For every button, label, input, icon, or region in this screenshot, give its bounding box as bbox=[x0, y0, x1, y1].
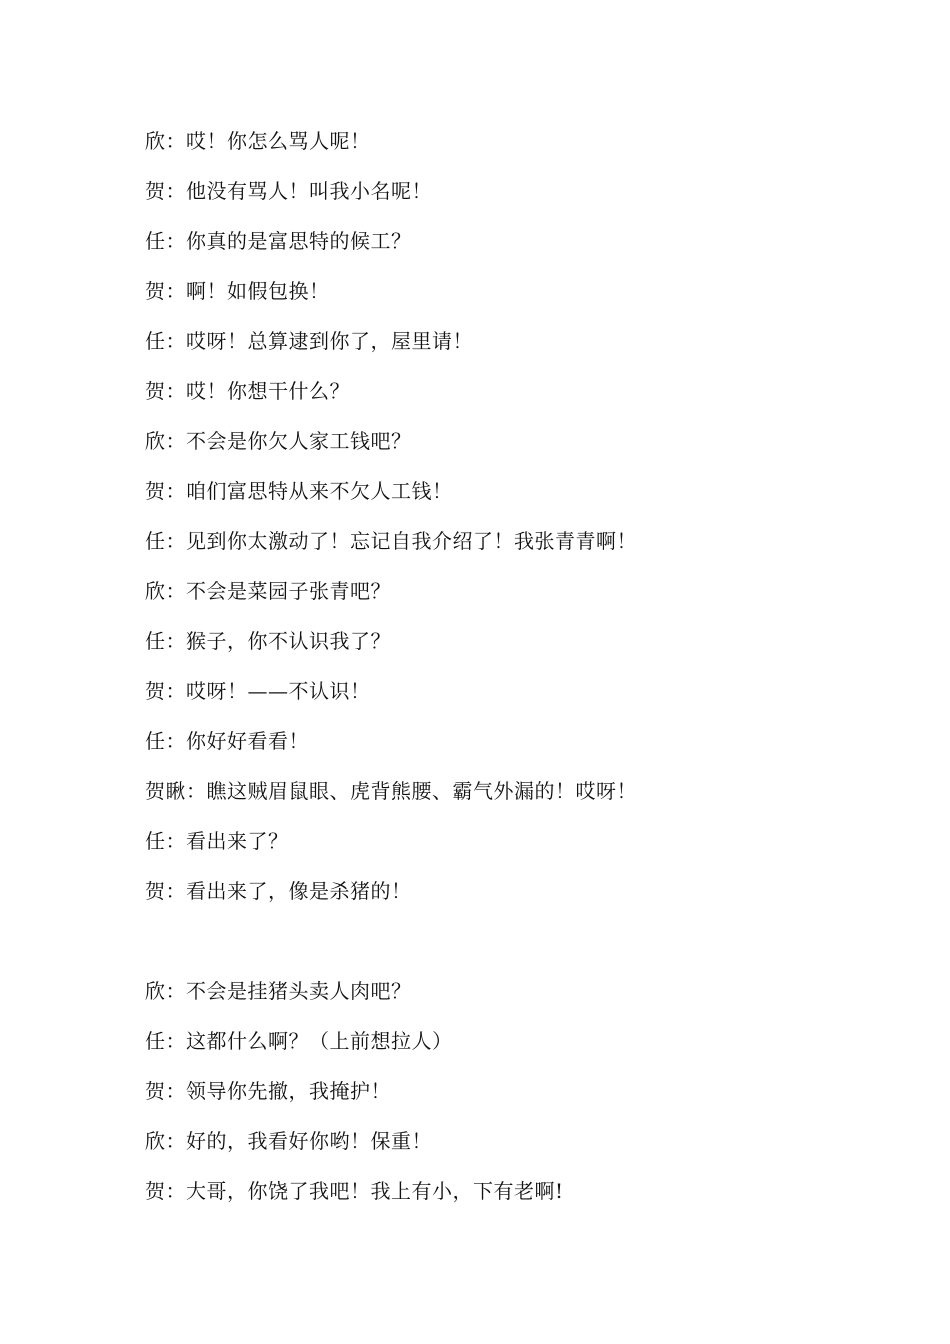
dialogue-line: 贺：哎！你想干什么？ bbox=[145, 379, 350, 403]
dialogue-line: 欣：不会是菜园子张青吧？ bbox=[145, 579, 391, 603]
dialogue-line: 欣：哎！你怎么骂人呢！ bbox=[145, 129, 371, 153]
dialogue-line: 贺：大哥，你饶了我吧！我上有小，下有老啊! bbox=[145, 1179, 564, 1203]
dialogue-line: 任：这都什么啊？（上前想拉人） bbox=[145, 1029, 453, 1053]
dialogue-line: 欣：好的，我看好你哟！保重！ bbox=[145, 1129, 432, 1153]
dialogue-line: 任：猴子，你不认识我了？ bbox=[145, 629, 391, 653]
dialogue-line: 欣：不会是挂猪头卖人肉吧？ bbox=[145, 979, 412, 1003]
dialogue-script bbox=[145, 122, 905, 1222]
dialogue-line: 任：见到你太激动了！忘记自我介绍了！我张青青啊！ bbox=[145, 529, 637, 553]
blank-line bbox=[145, 922, 905, 972]
dialogue-line: 贺：哎呀！——不认识！ bbox=[145, 679, 371, 703]
dialogue-line: 任：你好好看看！ bbox=[145, 729, 309, 753]
dialogue-line: 贺：他没有骂人！叫我小名呢！ bbox=[145, 179, 432, 203]
dialogue-line: 任：哎呀！总算逮到你了，屋里请！ bbox=[145, 329, 473, 353]
dialogue-line: 贺瞅：瞧这贼眉鼠眼、虎背熊腰、霸气外漏的！哎呀！ bbox=[145, 779, 637, 803]
dialogue-line: 任：你真的是富思特的候工？ bbox=[145, 229, 412, 253]
dialogue-line: 贺：领导你先撤，我掩护！ bbox=[145, 1079, 391, 1103]
dialogue-line: 贺：啊！如假包换！ bbox=[145, 279, 330, 303]
dialogue-line: 贺：咱们富思特从来不欠人工钱！ bbox=[145, 479, 453, 503]
dialogue-line: 任：看出来了？ bbox=[145, 829, 289, 853]
dialogue-line: 贺：看出来了，像是杀猪的！ bbox=[145, 879, 412, 903]
dialogue-line: 欣：不会是你欠人家工钱吧？ bbox=[145, 429, 412, 453]
